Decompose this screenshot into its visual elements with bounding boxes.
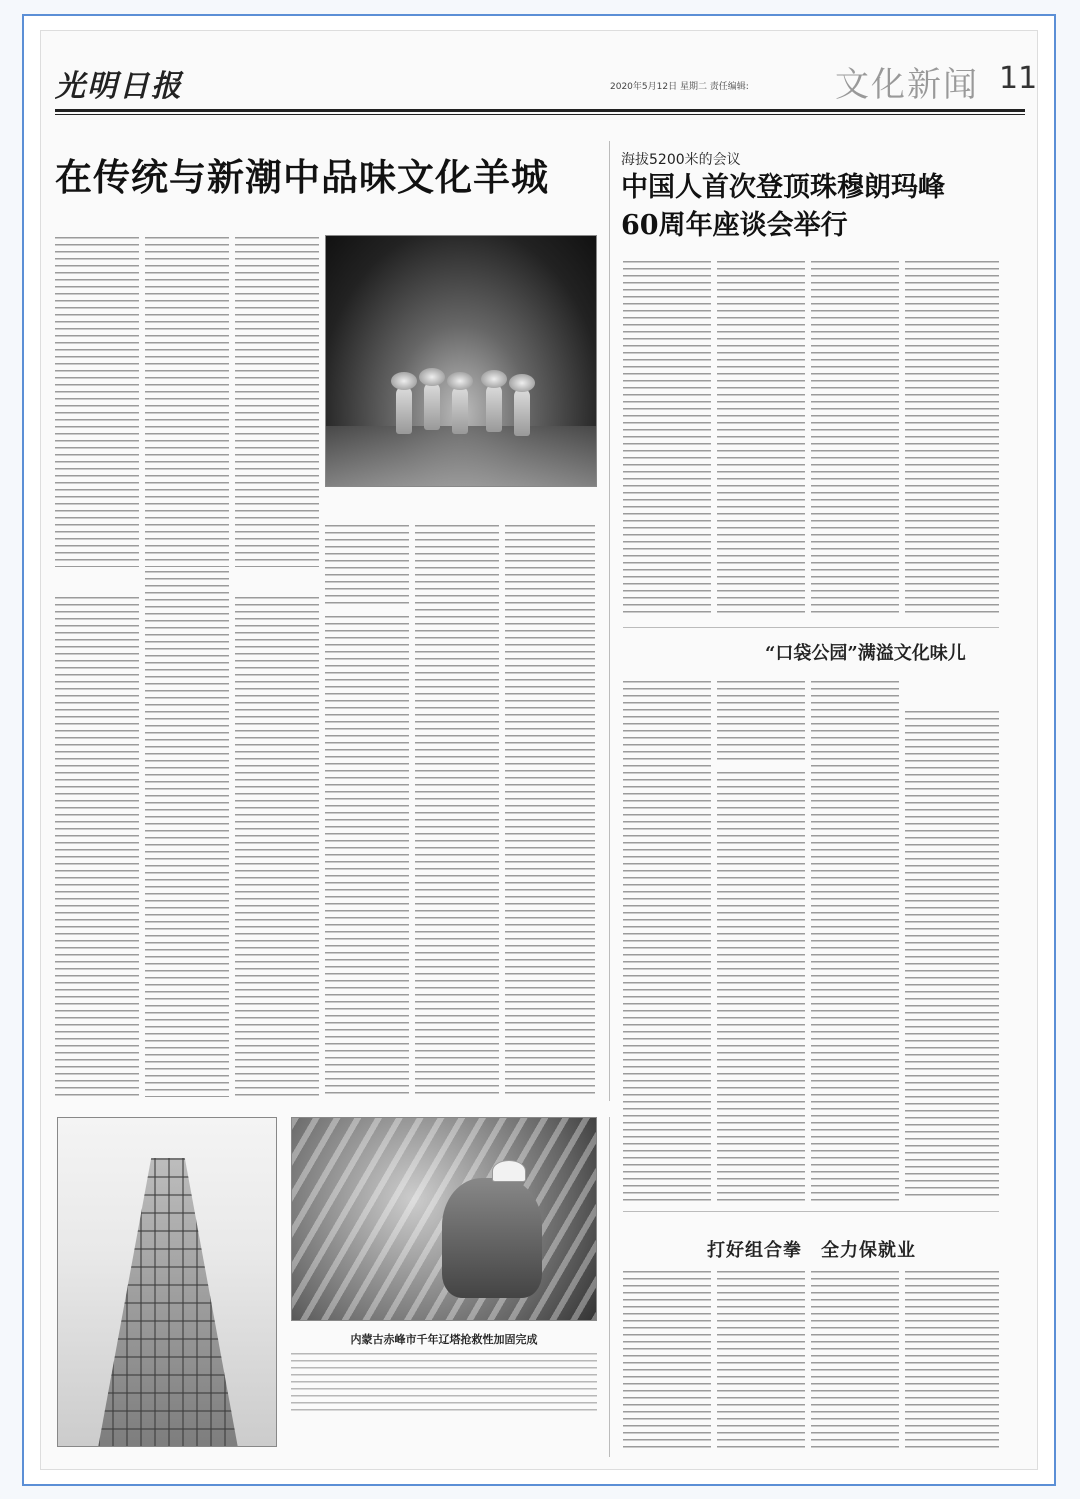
column-divider (609, 1117, 610, 1457)
mid-headline: “口袋公园”满溢文化味儿 (765, 643, 966, 664)
column-divider (609, 141, 610, 1101)
masthead-rule (55, 109, 1025, 112)
mid-column-1 (623, 681, 711, 1201)
right-headline (621, 169, 1001, 245)
stage-performance-photo (325, 235, 597, 487)
newspaper-page (40, 30, 1038, 1470)
bottom-column-2 (717, 1271, 805, 1451)
lead-column-2 (145, 237, 229, 567)
pagoda-scaffold-photo (57, 1117, 277, 1447)
lead-column-3 (235, 237, 319, 567)
divider (623, 627, 999, 628)
bottom-column-3 (811, 1271, 899, 1451)
newspaper-logo: 光明日报 (55, 69, 183, 104)
mid-column-3 (811, 681, 899, 1201)
stage-floor (326, 426, 596, 486)
worker-repair-photo (291, 1117, 597, 1321)
lead-column-3b (235, 597, 319, 1097)
bottom-headline: 打好组合拳 全力保就业 (707, 1240, 916, 1261)
dateline: 2020年5月12日 星期二 责任编辑: (610, 82, 749, 92)
lead-subhead-1 (55, 571, 139, 575)
mid-column-2 (717, 681, 805, 1201)
right-column-2 (717, 261, 805, 617)
masthead (55, 55, 1038, 105)
mid-subhead-2 (905, 681, 999, 685)
dancer-figure (514, 388, 530, 436)
dancer-figure (452, 386, 468, 434)
lead-subhead-2 (235, 571, 319, 575)
right-headline-line2: 60周年座谈会举行 (621, 209, 848, 241)
right-headline-line1: 中国人首次登顶珠穆朗玛峰 (621, 172, 945, 203)
page-number: 11 (999, 61, 1038, 96)
section-name: 文化新闻 (835, 65, 979, 105)
mid-subhead-1 (717, 763, 805, 767)
photo-caption-text (291, 1353, 597, 1413)
lead-headline: 在传统与新潮中品味文化羊城 (55, 155, 549, 199)
bottom-column-1 (623, 1271, 711, 1451)
dancer-figure (424, 382, 440, 430)
right-kicker: 海拔5200米的会议 (621, 152, 741, 168)
divider (623, 1211, 999, 1212)
lead-subhead-3 (325, 607, 409, 611)
right-column-4 (905, 261, 999, 617)
photo-title: 内蒙古赤峰市千年辽塔抢救性加固完成 (350, 1333, 538, 1346)
mid-column-4 (905, 711, 999, 1201)
dancer-figure (486, 384, 502, 432)
lead-column-5 (415, 525, 499, 1097)
masthead-rule-thin (55, 114, 1025, 115)
worker-figure (442, 1178, 542, 1298)
right-column-3 (811, 261, 899, 617)
dancer-figure (396, 386, 412, 434)
lead-column-1 (55, 237, 139, 567)
lead-column-6 (505, 525, 595, 1097)
lead-column-2b (145, 571, 229, 1097)
lead-column-1b (55, 597, 139, 1097)
worker-helmet (492, 1160, 526, 1182)
right-column-1 (623, 261, 711, 617)
pagoda-tower (98, 1158, 238, 1447)
bottom-column-4 (905, 1271, 999, 1451)
